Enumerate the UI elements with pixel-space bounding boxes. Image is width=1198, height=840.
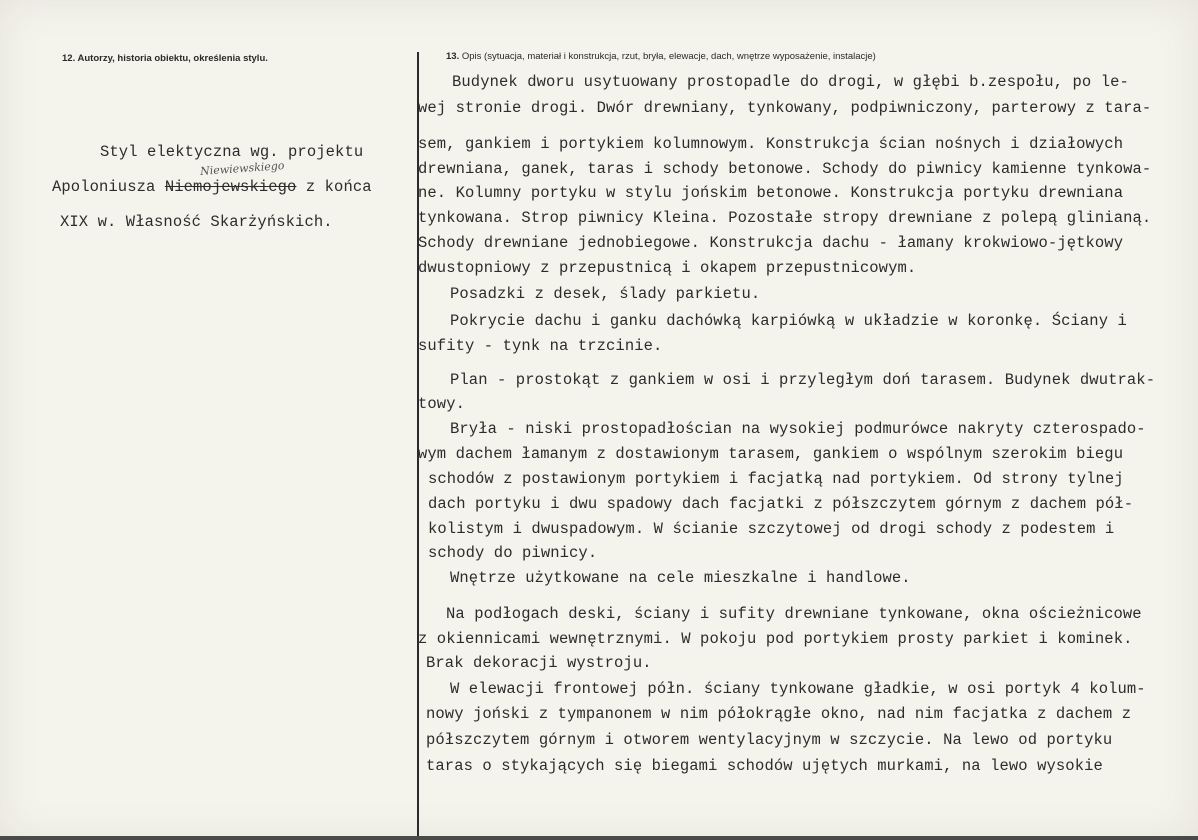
section-13-number: 13. <box>446 51 460 62</box>
desc-line-23: Brak dekoracji wystroju. <box>426 654 652 672</box>
desc-line-17: dach portyku i dwu spadowy dach facjatki z półszczytem górnym z dachem pół- <box>428 495 1134 513</box>
desc-line-13: towy. <box>418 395 466 413</box>
desc-line-26: półszczytem górnym i otworem wentylacyjnym w szczycie. Na lewo od portyku <box>426 731 1113 749</box>
desc-line-2: wej stronie drogi. Dwór drewniany, tynkowany, podpiwniczony, parterowy z tara- <box>418 99 1152 117</box>
section-13-header <box>446 51 876 62</box>
desc-line-12: Plan - prostokąt z gankiem w osi i przyległym doń tarasem. Budynek dwutrak- <box>450 371 1156 389</box>
desc-line-18: kolistym i dwuspadowym. W ścianie szczytowej od drogi schody z podestem i <box>428 520 1115 538</box>
desc-line-24: W elewacji frontowej półn. ściany tynkowane gładkie, w osi portyk 4 kolum- <box>450 680 1146 698</box>
page-bottom-edge <box>0 836 1198 840</box>
desc-line-16: schodów z postawionym portykiem i facjatką nad portykiem. Od strony tylnej <box>428 470 1124 488</box>
left-line-2a: Apoloniusza <box>52 178 165 196</box>
desc-line-10: Pokrycie dachu i ganku dachówką karpiówką w układzie w koronkę. Ściany i <box>450 312 1127 330</box>
desc-line-9: Posadzki z desek, ślady parkietu. <box>450 285 761 303</box>
desc-line-11: sufity - tynk na trzcinie. <box>418 337 663 355</box>
desc-line-5: ne. Kolumny portyku w stylu jońskim betonowe. Konstrukcja portyku drewniana <box>418 184 1124 202</box>
section-12-header: 12. Autorzy, historia obiektu, określenia stylu. <box>62 53 268 64</box>
left-line-3: XIX w. Własność Skarżyńskich. <box>60 213 333 231</box>
desc-line-20: Wnętrze użytkowane na cele mieszkalne i handlowe. <box>450 569 911 587</box>
left-line-1: Styl elektyczna wg. projektu <box>100 143 364 161</box>
section-13-title: Opis (sytuacja, materiał i konstrukcja, rzut, bryła, elewacje, dach, wnętrze wyposażenie, instalacje) <box>459 51 876 62</box>
desc-line-22: z okiennicami wewnętrznymi. W pokoju pod portykiem prosty parkiet i kominek. <box>418 630 1133 648</box>
handwritten-correction: Niewiewskiego <box>199 159 285 178</box>
desc-line-3: sem, gankiem i portykiem kolumnowym. Konstrukcja ścian nośnych i działowych <box>418 135 1124 153</box>
struck-name: Niemojewskiego <box>164 178 297 196</box>
desc-line-7: Schody drewniane jednobiegowe. Konstrukcja dachu - łamany krokwiowo-jętkowy <box>418 234 1124 252</box>
desc-line-27: taras o stykających się biegami schodów ujętych murkami, na lewo wysokie <box>426 757 1103 775</box>
left-line-2c: z końca <box>296 178 372 196</box>
desc-line-14: Bryła - niski prostopadłościan na wysokiej podmurówce nakryty czterospado- <box>450 420 1146 438</box>
desc-line-21: Na podłogach deski, ściany i sufity drewniane tynkowane, okna ościeżnicowe <box>446 605 1142 623</box>
desc-line-6: tynkowana. Strop piwnicy Kleina. Pozostałe stropy drewniane z polepą glinianą. <box>418 209 1152 227</box>
desc-line-4: drewniana, ganek, taras i schody betonowe. Schody do piwnicy kamienne tynkowa- <box>418 160 1152 178</box>
desc-line-19: schody do piwnicy. <box>428 544 598 562</box>
left-line-2 <box>52 178 372 196</box>
desc-line-8: dwustopniowy z przepustnicą i okapem przepustnicowym. <box>418 259 917 277</box>
desc-line-25: nowy joński z tympanonem w nim półokrągłe okno, nad nim facjatka z dachem z <box>426 705 1132 723</box>
desc-line-15: wym dachem łamanym z dostawionym tarasem, gankiem o wspólnym szerokim biegu <box>418 445 1124 463</box>
desc-line-1: Budynek dworu usytuowany prostopadle do drogi, w głębi b.zespołu, po le- <box>452 73 1129 91</box>
